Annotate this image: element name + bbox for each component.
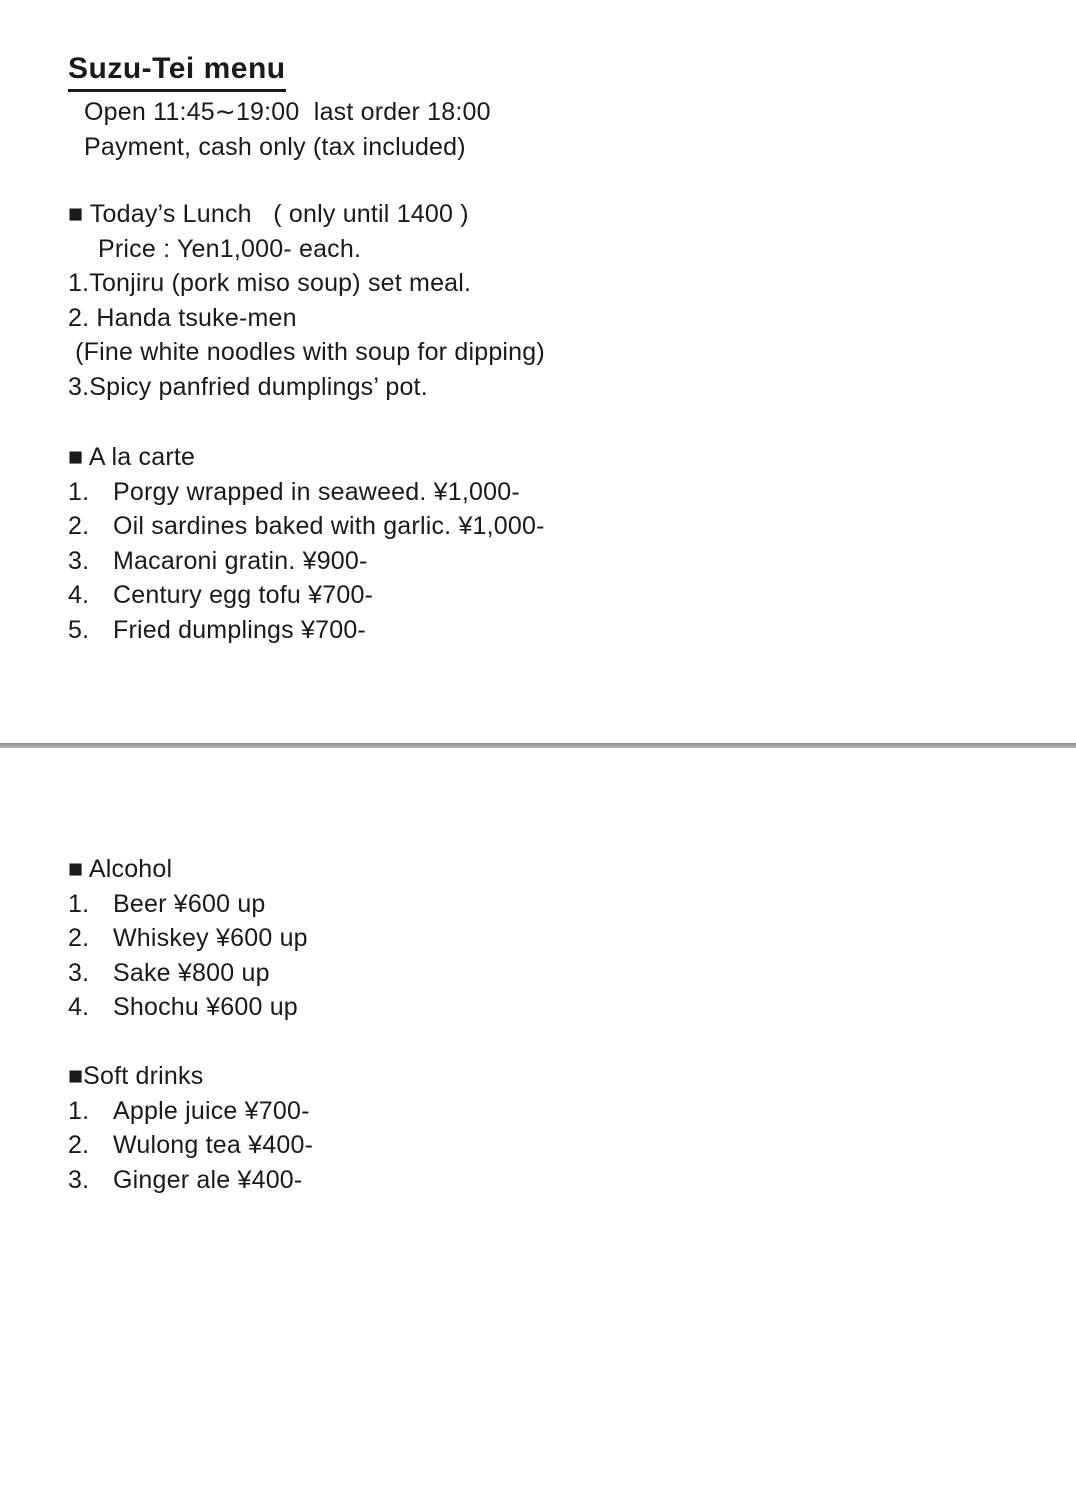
square-bullet-icon: ■ <box>68 443 84 471</box>
section-title: Alcohol <box>83 855 173 883</box>
item-label: Oil sardines baked with garlic. ¥1,000- <box>113 512 545 541</box>
item-number: 4. <box>68 993 90 1022</box>
menu-item <box>68 613 545 648</box>
page-divider <box>0 743 1076 748</box>
section-header <box>68 1059 313 1094</box>
item-label: Century egg tofu ¥700- <box>113 581 374 610</box>
menu-item <box>68 475 545 510</box>
menu-item <box>68 887 308 922</box>
item-label: Sake ¥800 up <box>113 958 270 987</box>
section-a-la-carte <box>68 440 545 648</box>
info-block <box>84 95 491 164</box>
menu-item <box>68 544 545 579</box>
opening-hours: Open 11:45∼19:00 last order 18:00 <box>84 98 491 126</box>
item-number: 2. <box>68 924 90 953</box>
section-title: Today’s Lunch ( only until 1400 ) <box>83 200 469 228</box>
menu-item <box>68 578 545 613</box>
lunch-price-note: Price : Yen1,000- each. <box>98 234 362 263</box>
item-label: Beer ¥600 up <box>113 889 266 918</box>
item-number: 5. <box>68 615 90 644</box>
menu-item: 2. Handa tsuke-men <box>68 303 297 332</box>
item-number: 1. <box>68 477 90 506</box>
item-number: 3. <box>68 546 90 575</box>
item-number: 3. <box>68 1165 90 1194</box>
item-number: 3. <box>68 958 90 987</box>
menu-item <box>68 1128 313 1163</box>
item-number: 4. <box>68 581 90 610</box>
menu-item <box>68 1163 313 1198</box>
section-title: A la carte <box>83 443 196 471</box>
menu-item <box>68 956 308 991</box>
square-bullet-icon: ■ <box>68 1062 84 1090</box>
item-label: Fried dumplings ¥700- <box>113 615 366 644</box>
item-number: 2. <box>68 1131 90 1160</box>
menu-item <box>68 1094 313 1129</box>
page-title: Suzu-Tei menu <box>68 50 286 92</box>
item-label: Whiskey ¥600 up <box>113 924 308 953</box>
item-label: Porgy wrapped in seaweed. ¥1,000- <box>113 477 520 506</box>
item-label: Ginger ale ¥400- <box>113 1165 303 1194</box>
menu-item: 3.Spicy panfried dumplings’ pot. <box>68 372 428 401</box>
menu-item-description: (Fine white noodles with soup for dipping) <box>68 338 545 367</box>
section-header <box>68 852 308 887</box>
payment-note: Payment, cash only (tax included) <box>84 132 466 161</box>
item-label: Macaroni gratin. ¥900- <box>113 546 368 575</box>
title-block <box>68 50 286 93</box>
section-alcohol <box>68 852 308 1025</box>
section-header <box>68 440 545 475</box>
item-label: Shochu ¥600 up <box>113 993 298 1022</box>
section-title: Soft drinks <box>83 1062 204 1090</box>
item-number: 1. <box>68 889 90 918</box>
item-label: Apple juice ¥700- <box>113 1096 310 1125</box>
menu-item: 1.Tonjiru (pork miso soup) set meal. <box>68 269 472 298</box>
item-label: Wulong tea ¥400- <box>113 1131 314 1160</box>
section-soft-drinks <box>68 1059 313 1197</box>
item-number: 2. <box>68 512 90 541</box>
section-todays-lunch <box>68 197 545 405</box>
menu-item <box>68 509 545 544</box>
menu-item <box>68 990 308 1025</box>
section-header <box>68 197 545 232</box>
item-number: 1. <box>68 1096 90 1125</box>
square-bullet-icon: ■ <box>68 200 84 228</box>
square-bullet-icon: ■ <box>68 855 84 883</box>
menu-item <box>68 921 308 956</box>
